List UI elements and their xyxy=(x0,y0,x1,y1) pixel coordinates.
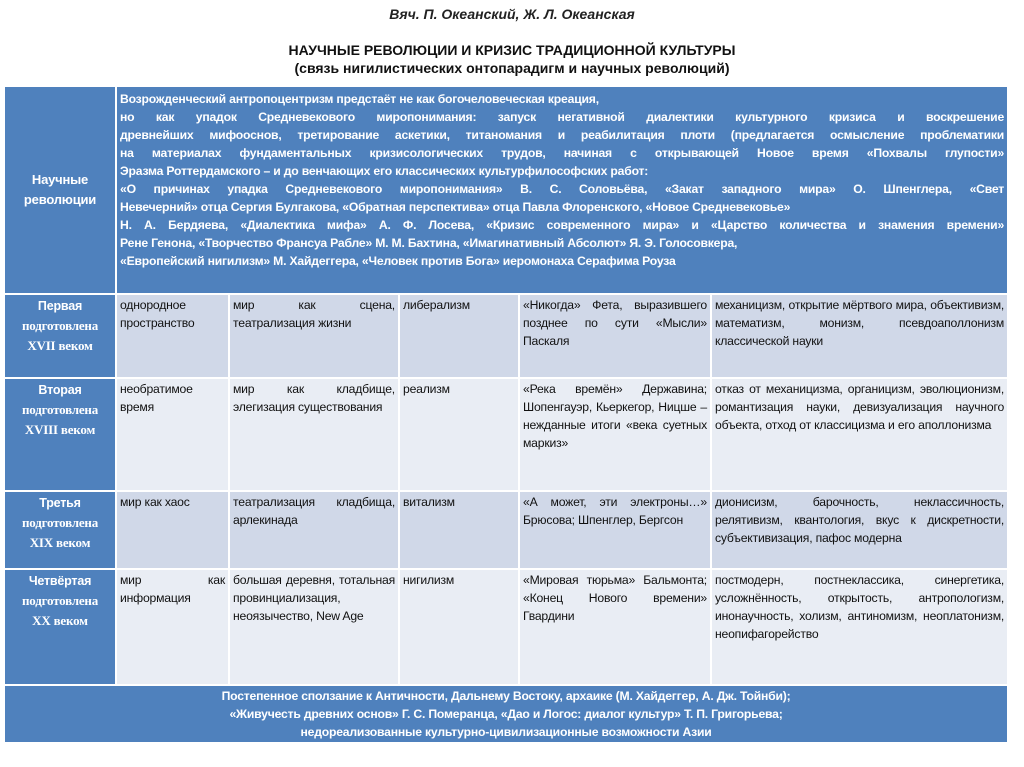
footer-text xyxy=(4,685,1008,743)
row-century: XVII веком xyxy=(27,338,93,353)
footer-line: Постепенное сползание к Античности, Дальнему Востоку, архаике (М. Хайдеггер, А. Дж. Тойнби); xyxy=(221,689,791,703)
cell-science: постмодерн, постнеклассика, синергетика, усложнённость, открытость, антропологизм, инонаучность, холизм, антиномизм, неоплатонизм, неопифагорейство xyxy=(711,569,1008,685)
cell-ideology: либерализм xyxy=(399,294,519,378)
header-line: Возрожденческий антропоцентризм предстаёт не как богочеловеческая креация, xyxy=(120,92,599,106)
cell-science: дионисизм, барочность, неклассичность, релятивизм, квантология, вкус к дискретности, субъективизация, пафос модерна xyxy=(711,491,1008,569)
footer-line: «Живучесть древних основ» Г. С. Померанца, «Дао и Логос: диалог культур» Т. П. Григорьева; xyxy=(229,707,783,721)
cell-space-time: мир как информация xyxy=(116,569,229,685)
row-century: XX веком xyxy=(32,613,88,628)
row-ordinal: Вторая xyxy=(38,383,82,397)
cell-literature: «Никогда» Фета, выразившего позднее по сути «Мысли» Паскаля xyxy=(519,294,711,378)
row-century: XVIII веком xyxy=(24,422,96,437)
cell-space-time: мир как хаос xyxy=(116,491,229,569)
table-row xyxy=(4,378,1008,491)
footer-line: недореализованные культурно-цивилизационные возможности Азии xyxy=(300,725,712,739)
page-title xyxy=(0,41,1024,77)
table-row xyxy=(4,294,1008,378)
cell-science: отказ от механицизма, органицизм, эволюционизм, романтизация науки, девизуализация научного объекта, отход от классицизма и его аполлонизма xyxy=(711,378,1008,491)
revolutions-table xyxy=(3,85,1009,744)
header-line: Рене Генона, «Творчество Франсуа Рабле» М. М. Бахтина, «Имагинативный Абсолют» Я. Э. Голосовкера, xyxy=(120,236,738,250)
title: НАУЧНЫЕ РЕВОЛЮЦИИ И КРИЗИС ТРАДИЦИОННОЙ КУЛЬТУРЫ xyxy=(288,42,736,58)
row-ordinal: Третья xyxy=(39,496,81,510)
cell-science: механицизм, открытие мёртвого мира, объективизм, математизм, монизм, псевдоаполлонизм классической науки xyxy=(711,294,1008,378)
cell-world-image: театрализация кладбища, арлекинада xyxy=(229,491,399,569)
table-row xyxy=(4,569,1008,685)
cell-world-image: мир как сцена, театрализация жизни xyxy=(229,294,399,378)
table-row xyxy=(4,491,1008,569)
row-ordinal: Первая xyxy=(37,299,83,313)
subtitle: (связь нигилистических онтопарадигм и научных революций) xyxy=(294,60,730,76)
authors: Вяч. П. Океанский, Ж. Л. Океанская xyxy=(389,6,635,22)
cell-literature: «Мировая тюрьма» Бальмонта; «Конец Нового времени» Гвардини xyxy=(519,569,711,685)
header-row xyxy=(4,86,1008,294)
cell-space-time: необратимое время xyxy=(116,378,229,491)
header-line: Невечерний» отца Сергия Булгакова, «Обратная перспектива» отца Павла Флоренского, «Новое Средневековье» xyxy=(120,200,791,214)
cell-ideology: витализм xyxy=(399,491,519,569)
cell-world-image: мир как кладбище, элегизация существования xyxy=(229,378,399,491)
header-text xyxy=(116,86,1008,294)
header-line: но как упадок Средневекового миропонимания: запуск негативной диалектики культурного кризиса и воскрешение xyxy=(120,110,1005,124)
row-label xyxy=(4,569,116,685)
row-prep: подготовлена xyxy=(22,318,98,333)
header-label: Научные революции xyxy=(4,86,116,294)
row-prep: подготовлена xyxy=(22,593,98,608)
header-line: на материалах фундаментальных кризисологических трудов, начиная с открывающей Новое время «Похвалы глупости» xyxy=(120,146,1005,160)
row-label xyxy=(4,378,116,491)
row-prep: подготовлена xyxy=(22,515,98,530)
row-label xyxy=(4,294,116,378)
cell-world-image: большая деревня, тотальная провинциализация, неоязычество, New Age xyxy=(229,569,399,685)
header-line: «Европейский нигилизм» М. Хайдеггера, «Человек против Бога» иеромонаха Серафима Роуза xyxy=(120,254,676,268)
footer-row xyxy=(4,685,1008,743)
row-prep: подготовлена xyxy=(22,402,98,417)
header-line: Н. А. Бердяева, «Диалектика мифа» А. Ф. Лосева, «Кризис современного мира» и «Царство количества и знамения времени» xyxy=(120,218,1005,232)
row-century: XIX веком xyxy=(29,535,91,550)
row-label xyxy=(4,491,116,569)
cell-space-time: однородное пространство xyxy=(116,294,229,378)
header-line: древнейших мифооснов, третирование аскетики, титаномания и реабилитация плоти (предлагается осмысление проблематики xyxy=(120,128,1005,142)
cell-literature: «Река времён» Державина; Шопенгауэр, Кьеркегор, Ницше – нежданные итоги «века суетных маркиз» xyxy=(519,378,711,491)
header-line: «О причинах упадка Средневекового миропонимания» В. С. Соловьёва, «Закат западного мира» О. Шпенглера, «Свет xyxy=(120,182,1005,196)
row-ordinal: Четвёртая xyxy=(28,574,92,588)
cell-ideology: нигилизм xyxy=(399,569,519,685)
header-line: Эразма Роттердамского – и до венчающих его классических культурфилософских работ: xyxy=(120,164,649,178)
cell-ideology: реализм xyxy=(399,378,519,491)
cell-literature: «А может, эти электроны…» Брюсова; Шпенглер, Бергсон xyxy=(519,491,711,569)
